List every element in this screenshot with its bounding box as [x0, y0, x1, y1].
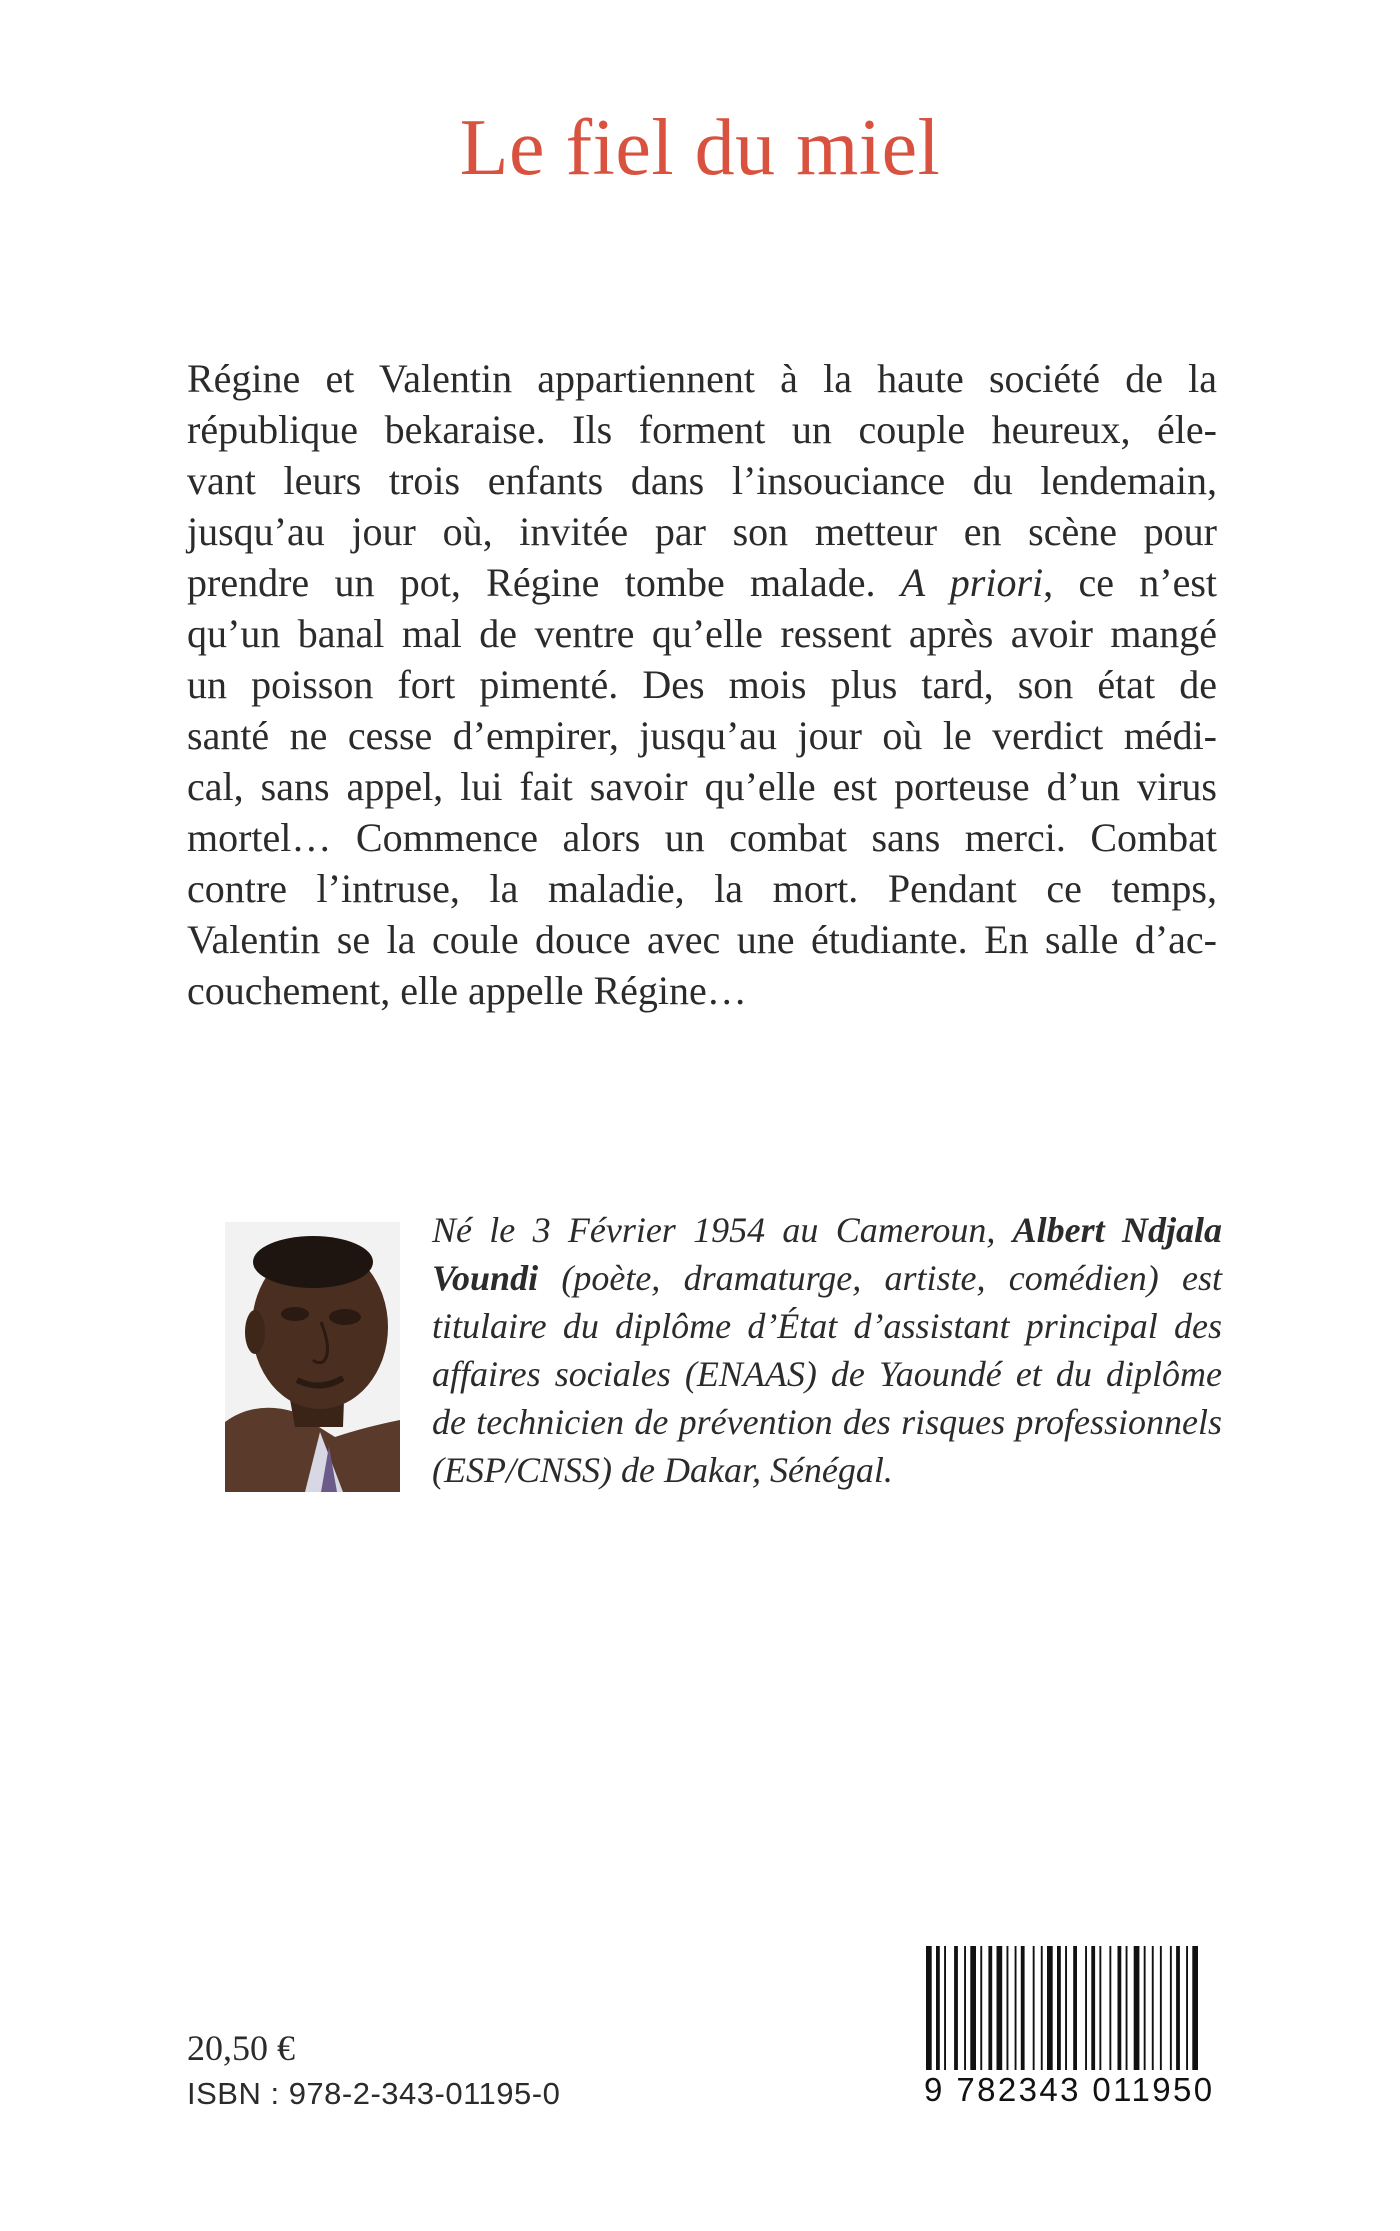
barcode-bar — [970, 1946, 976, 2074]
book-title: Le fiel du miel — [459, 104, 941, 192]
barcode-bar — [1073, 1946, 1077, 2074]
synopsis-line: qu’un banal mal de ventre qu’elle ressent après avoir mangé — [187, 611, 1217, 656]
bio-line — [432, 1254, 1222, 1302]
synopsis-line — [187, 557, 1217, 608]
barcode-bar — [926, 1946, 932, 2074]
barcode-bar — [1099, 1946, 1101, 2074]
barcode-bar — [1144, 1946, 1146, 2074]
barcode-bar — [997, 1946, 1003, 2074]
barcode-bar — [1015, 1946, 1017, 2074]
barcode-bar — [1186, 1946, 1188, 2074]
synopsis-text: prendre un pot, Régine tombe malade. — [187, 560, 901, 605]
barcode-bar — [1170, 1946, 1172, 2074]
synopsis-line: santé ne cesse d’empirer, jusqu’au jour où le verdict médi- — [187, 713, 1217, 758]
author-name: Albert Ndjala — [1012, 1210, 1222, 1250]
bio-line: titulaire du diplôme d’État d’assistant principal des — [432, 1306, 1222, 1346]
author-bio — [432, 1206, 1222, 1494]
author-portrait-graphic — [225, 1222, 400, 1492]
barcode-bar — [980, 1946, 982, 2074]
barcode-bar — [1160, 1946, 1162, 2074]
author-name: Voundi — [432, 1258, 539, 1298]
barcode-bar — [1118, 1946, 1122, 2074]
synopsis-text: , ce n’est — [1043, 560, 1218, 605]
barcode-bar — [964, 1946, 966, 2074]
barcode-bar — [1007, 1946, 1009, 2074]
synopsis-line: un poisson fort pimenté. Des mois plus tard, son état de — [187, 662, 1217, 707]
bio-line — [432, 1206, 1222, 1254]
barcode-bar — [1041, 1946, 1043, 2074]
barcode-bar — [1109, 1946, 1111, 2074]
bio-text: Né le 3 Février 1954 au Cameroun, — [432, 1210, 1013, 1250]
isbn: ISBN : 978-2-343-01195-0 — [187, 2076, 561, 2111]
barcode-bar — [954, 1946, 958, 2074]
barcode-bar — [1065, 1946, 1067, 2074]
barcode-digits: 9 782343 011950 — [920, 2070, 1215, 2110]
barcode-bar — [1192, 1946, 1198, 2074]
barcode-bar — [936, 1946, 940, 2074]
synopsis-line: Régine et Valentin appartiennent à la haute société de la — [187, 356, 1217, 401]
barcode-bar — [1057, 1946, 1061, 2074]
barcode-bar — [944, 1946, 946, 2074]
synopsis-line: jusqu’au jour où, invitée par son metteur en scène pour — [187, 509, 1217, 554]
barcode-bar — [1126, 1946, 1128, 2074]
synopsis — [187, 353, 1217, 1016]
barcode-bar — [1021, 1946, 1025, 2074]
barcode-bar — [1085, 1946, 1087, 2074]
synopsis-line: vant leurs trois enfants dans l’insouciance du lendemain, — [187, 458, 1217, 503]
synopsis-italic: A priori — [900, 560, 1044, 605]
barcode-bar — [1134, 1946, 1140, 2074]
author-photo — [225, 1222, 400, 1492]
synopsis-line: mortel… Commence alors un combat sans merci. Combat — [187, 815, 1217, 860]
bio-line: (ESP/CNSS) de Dakar, Sénégal. — [432, 1450, 893, 1490]
barcode-bar — [988, 1946, 992, 2074]
barcode-bar — [1033, 1946, 1035, 2074]
bio-text: (poète, dramaturge, artiste, comédien) est — [538, 1258, 1222, 1298]
barcode-bar — [1047, 1946, 1053, 2074]
bio-line: affaires sociales (ENAAS) de Yaoundé et du diplôme — [432, 1354, 1222, 1394]
price: 20,50 € — [187, 2028, 295, 2068]
synopsis-line: Valentin se la coule douce avec une étudiante. En salle d’ac- — [187, 917, 1217, 962]
synopsis-line: cal, sans appel, lui fait savoir qu’elle est porteuse d’un virus — [187, 764, 1217, 809]
synopsis-line: contre l’intruse, la maladie, la mort. Pendant ce temps, — [187, 866, 1217, 911]
barcode-bar — [1152, 1946, 1154, 2074]
bio-line: de technicien de prévention des risques professionnels — [432, 1402, 1222, 1442]
synopsis-line: couchement, elle appelle Régine… — [187, 968, 747, 1013]
barcode-bar — [1176, 1946, 1180, 2074]
synopsis-line: république bekaraise. Ils forment un couple heureux, éle- — [187, 407, 1217, 452]
barcode-bar — [1091, 1946, 1095, 2074]
